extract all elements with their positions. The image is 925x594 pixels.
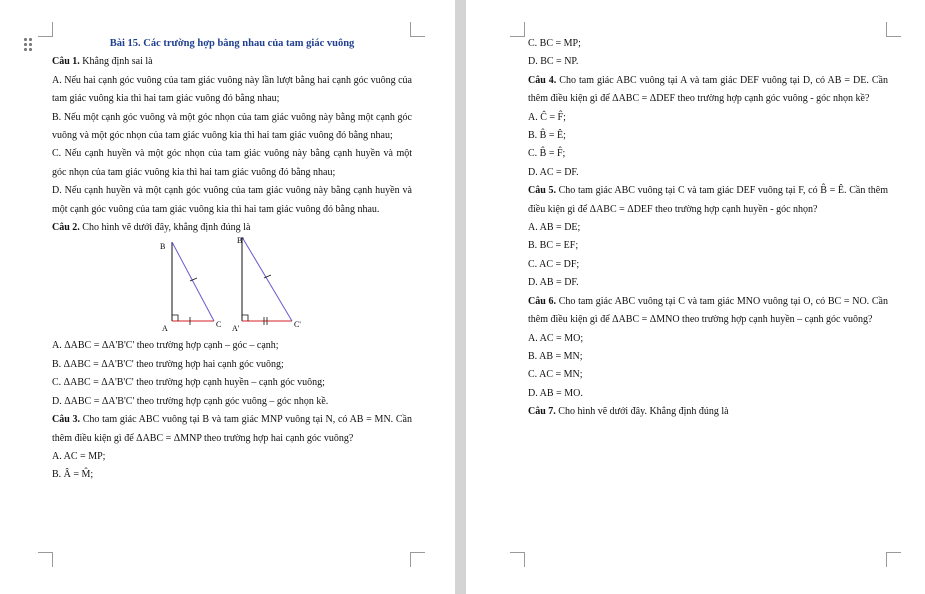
question-5	[528, 182, 888, 219]
question-6-prompt: Cho tam giác ABC vuông tại C và tam giác MNO vuông tại O, có BC = NO. Cần thêm điều kiện gì để ΔABC = ΔMNO theo trường hợp cạnh huyền – cạnh góc vuông?	[528, 295, 888, 326]
crop-mark-bottom-left	[38, 552, 53, 567]
question-5-label: Câu 5.	[528, 185, 556, 197]
lesson-title: Bài 15. Các trường hợp bằng nhau của tam giác vuông	[109, 38, 355, 49]
question-1-option-c: C. Nếu cạnh huyền và một góc nhọn của tam giác vuông này bằng cạnh huyền và một góc nhọn của tam giác vuông kia thì hai tam giác vuông đó bằng nhau;	[52, 148, 412, 178]
vertex-label-a2: A'	[232, 324, 240, 334]
crop-mark-top-left-2	[510, 22, 525, 37]
question-5-option-d: D. AB = DF.	[528, 277, 579, 289]
question-1-option-a: A. Nếu hai cạnh góc vuông của tam giác vuông này lần lượt bằng hai cạnh góc vuông của tam giác vuông kia thì hai tam giác vuông đó bằng nhau;	[52, 74, 412, 105]
vertex-label-c2: C'	[294, 320, 301, 330]
crop-mark-bottom-left-2	[510, 552, 525, 567]
question-3-prompt: Cho tam giác ABC vuông tại B và tam giác MNP vuông tại N, có AB = MN. Cần thêm điều kiện gì để ΔABC = ΔMNP theo trường hợp hai cạnh góc vuông?	[52, 414, 412, 444]
question-2-option-a: A. ΔABC = ΔA'B'C' theo trường hợp cạnh – góc – cạnh;	[52, 340, 279, 352]
crop-mark-bottom-right-2	[886, 552, 901, 567]
question-6-option-c: C. AC = MN;	[528, 369, 583, 381]
triangle-figure-svg	[52, 237, 412, 337]
question-1-prompt: Khẳng định sai là	[79, 56, 153, 68]
question-1-label: Câu 1.	[52, 56, 80, 68]
question-7-label: Câu 7.	[528, 406, 556, 418]
vertex-label-b2: B'	[237, 237, 244, 246]
question-5-option-c: C. AC = DF;	[528, 258, 580, 270]
document-page-left	[0, 0, 455, 594]
question-7	[528, 403, 888, 421]
question-4-prompt: Cho tam giác ABC vuông tại A và tam giác DEF vuông tại D, có AB = DE. Cần thêm điều kiện gì để ΔABC = ΔDEF theo trường hợp cạnh góc vuông - góc nhọn kề?	[528, 74, 888, 105]
right-page-content	[528, 35, 888, 422]
crop-mark-top-right	[410, 22, 425, 37]
question-4-option-a: A. Ĉ = F̂;	[528, 111, 566, 123]
question-7-prompt: Cho hình vẽ dưới đây. Khẳng định đúng là	[555, 406, 729, 418]
triangle-figure	[52, 237, 412, 337]
triangle-abc-hypotenuse	[172, 242, 214, 321]
right-angle-mark-a	[172, 315, 178, 321]
question-4-option-d: D. AC = DF.	[528, 166, 579, 178]
question-5-option-a: A. AB = DE;	[528, 222, 581, 234]
vertex-label-a: A	[162, 324, 168, 334]
question-5-option-b: B. BC = EF;	[528, 240, 579, 252]
question-1	[52, 53, 412, 71]
question-4-option-b: B. B̂ = Ê;	[528, 130, 566, 142]
question-5-prompt: Cho tam giác ABC vuông tại C và tam giác DEF vuông tại F, có B̂ = Ê. Cần thêm điều kiện gì để ΔABC = ΔDEF theo trường hợp cạnh huyền - góc nhọn?	[528, 185, 888, 215]
question-6	[528, 293, 888, 330]
question-3-option-b: B. Â = M̂;	[52, 469, 94, 481]
question-1-option-d: D. Nếu cạnh huyền và một cạnh góc vuông của tam giác vuông này bằng cạnh huyền và một cạnh góc vuông của tam giác vuông kia thì hai tam giác vuông đó bằng nhau.	[52, 185, 412, 215]
question-6-option-b: B. AB = MN;	[528, 350, 583, 362]
vertex-label-c: C	[216, 320, 222, 330]
question-6-option-d: D. AB = MO.	[528, 387, 583, 399]
question-1-option-b: B. Nếu một cạnh góc vuông và một góc nhọn của tam giác vuông này bằng một cạnh góc vuông và một góc nhọn của tam giác vuông kia thì hai tam giác vuông đó bằng nhau;	[52, 111, 412, 142]
question-4-label: Câu 4.	[528, 74, 557, 86]
question-2-label: Câu 2.	[52, 222, 80, 234]
vertex-label-b: B	[160, 242, 166, 252]
question-2	[52, 219, 412, 237]
question-3-label: Câu 3.	[52, 414, 81, 426]
question-2-option-b: B. ΔABC = ΔA'B'C' theo trường hợp hai cạnh góc vuông;	[52, 358, 284, 370]
question-3	[52, 411, 412, 448]
question-6-option-a: A. AC = MO;	[528, 332, 584, 344]
question-3-option-d: D. BC = NP.	[528, 56, 579, 68]
question-3-option-c: C. BC = MP;	[528, 38, 581, 49]
question-4	[528, 72, 888, 109]
question-4-option-c: C. B̂ = F̂;	[528, 148, 566, 160]
crop-mark-top-right-2	[886, 22, 901, 37]
left-page-content	[52, 35, 412, 485]
triangle-a2b2c2-hypotenuse	[242, 237, 292, 321]
crop-mark-top-left	[38, 22, 53, 37]
document-page-right	[466, 0, 925, 594]
question-3-option-a: A. AC = MP;	[52, 450, 106, 462]
question-2-prompt: Cho hình vẽ dưới đây, khẳng định đúng là	[79, 222, 251, 234]
drag-handle-icon[interactable]	[24, 38, 34, 52]
page-gap	[455, 0, 466, 594]
question-6-label: Câu 6.	[528, 295, 556, 307]
crop-mark-bottom-right	[410, 552, 425, 567]
question-2-option-d: D. ΔABC = ΔA'B'C' theo trường hợp cạnh góc vuông – góc nhọn kề.	[52, 395, 329, 407]
right-angle-mark-a2	[242, 315, 248, 321]
question-2-option-c: C. ΔABC = ΔA'B'C' theo trường hợp cạnh huyền – cạnh góc vuông;	[52, 377, 325, 389]
